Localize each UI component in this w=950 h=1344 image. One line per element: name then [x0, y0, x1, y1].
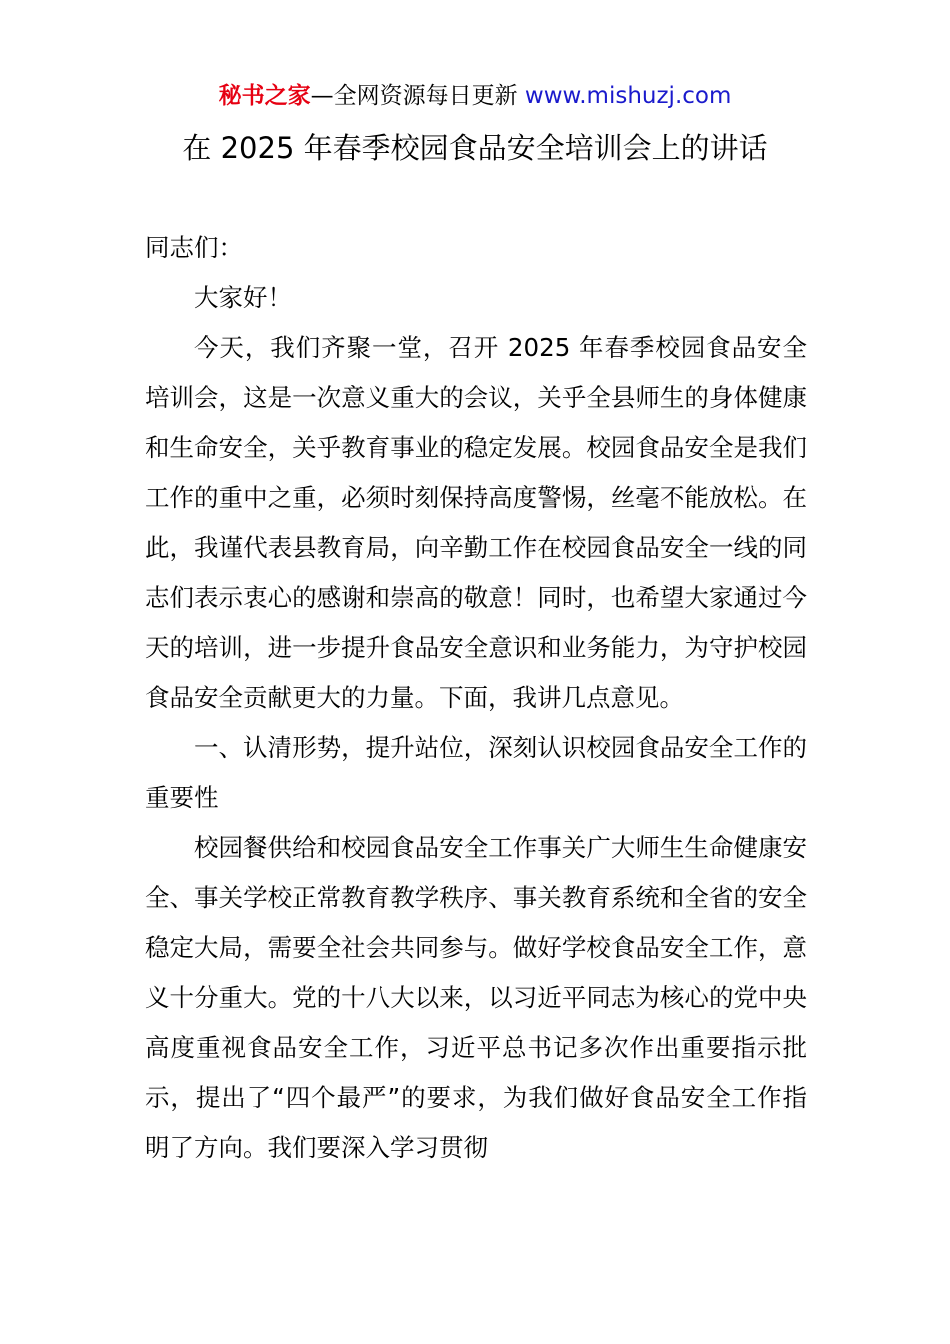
- document-body: [145, 223, 807, 1173]
- section-heading-1: 一、认清形势，提升站位，深刻认识校园食品安全工作的重要性: [145, 733, 807, 812]
- site-url-link[interactable]: www.mishuzj.com: [524, 83, 732, 109]
- site-header: [0, 80, 950, 112]
- paragraph-intro: 今天，我们齐聚一堂，召开 2025 年春季校园食品安全培训会，这是一次意义重大的会议，关乎全县师生的身体健康和生命安全，关乎教育事业的稳定发展。校园食品安全是我们工作的重中之重，必须时刻保持高度警惕，丝毫不能放松。在此，我谨代表县教育局，向辛勤工作在校园食品安全一线的同志们表示衷心的感谢和崇高的敬意！同时，也希望大家通过今天的培训，进一步提升食品安全意识和业务能力，为守护校园食品安全贡献更大的力量。下面，我讲几点意见。: [145, 333, 807, 712]
- site-tagline: —全网资源每日更新: [310, 83, 518, 109]
- site-brand: 秘书之家: [218, 83, 311, 109]
- paragraph-greeting: 大家好！: [194, 283, 292, 312]
- salutation: 同志们：: [145, 233, 243, 262]
- paragraph-section-1: 校园餐供给和校园食品安全工作事关广大师生生命健康安全、事关学校正常教育教学秩序、事关教育系统和全省的安全稳定大局，需要全社会共同参与。做好学校食品安全工作，意义十分重大。党的十八大以来，以习近平同志为核心的党中央高度重视食品安全工作，习近平总书记多次作出重要指示批示，提出了“四个最严”的要求，为我们做好食品安全工作指明了方向。我们要深入学习贯彻: [145, 833, 807, 1162]
- document-title: 在 2025 年春季校园食品安全培训会上的讲话: [182, 131, 768, 165]
